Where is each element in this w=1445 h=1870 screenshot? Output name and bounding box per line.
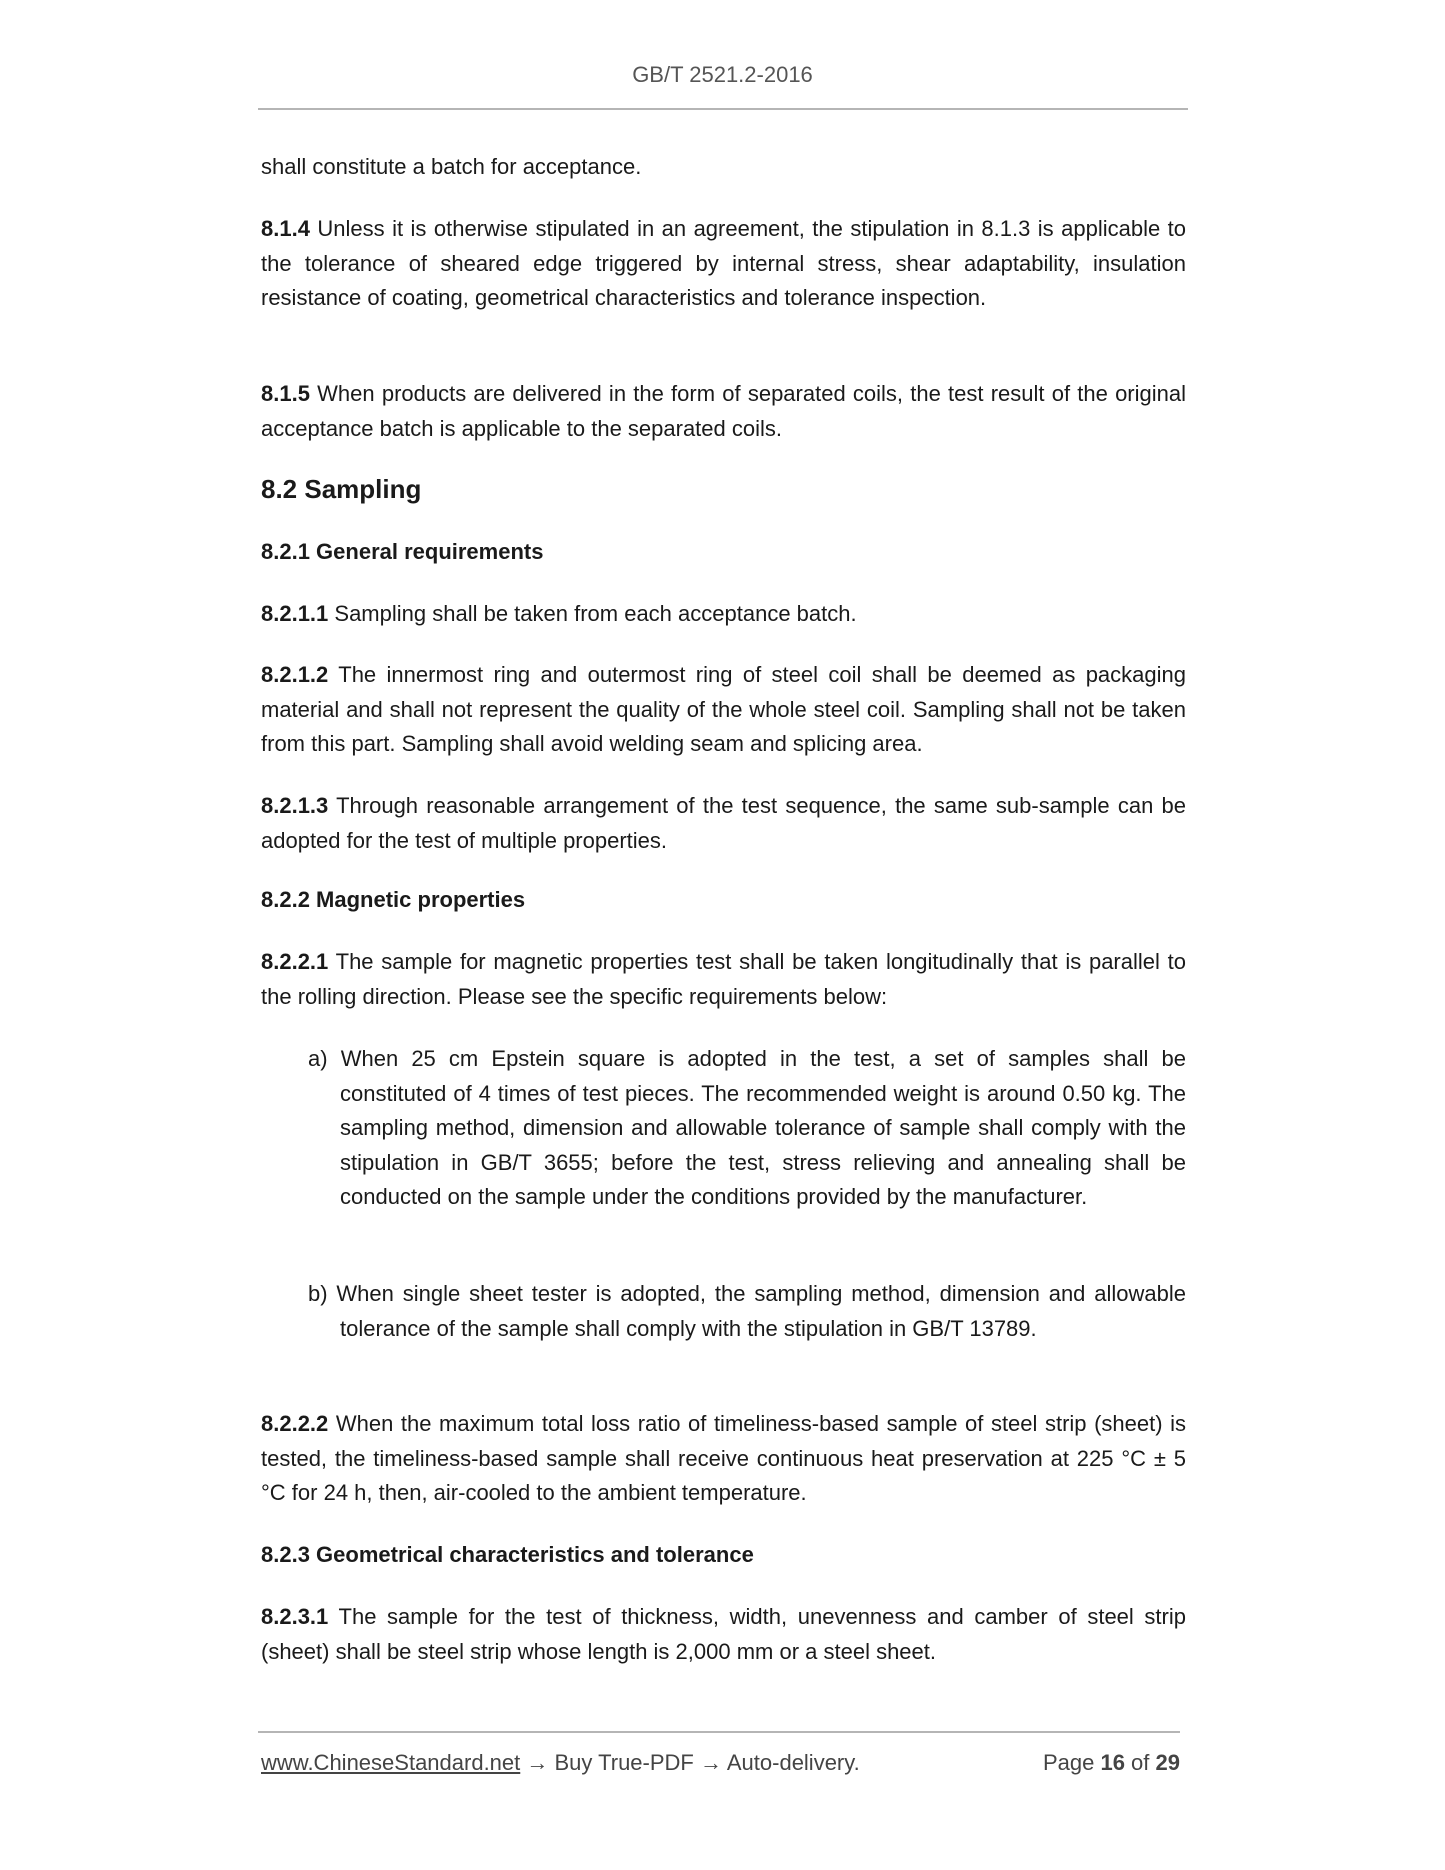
clause-number: 8.2.2.2 <box>261 1411 329 1436</box>
page-number <box>1043 1750 1180 1776</box>
clause-text: Sampling shall be taken from each acceptance batch. <box>328 601 857 626</box>
current-page: 16 <box>1100 1750 1125 1775</box>
clause-number: 8.2.1.1 <box>261 601 329 626</box>
list-item-a: a) When 25 cm Epstein square is adopted in the test, a set of samples shall be constituted of 4 times of test pieces. The recommended weight is around 0.50 kg. The sampling method, dimension and allowable tolerance of sample shall comply with the stipulation in GB/T 3655; before the test, stress relieving and annealing shall be conducted on the sample under the conditions provided by the manufacturer. <box>308 1046 1186 1210</box>
clause-number: 8.2.1.3 <box>261 793 329 818</box>
total-pages: 29 <box>1155 1750 1180 1775</box>
of-label: of <box>1124 1750 1156 1775</box>
header-divider <box>258 108 1188 110</box>
subsection-heading-8-2-2: 8.2.2 Magnetic properties <box>261 887 526 912</box>
clause-text: Through reasonable arrangement of the test sequence, the same sub-sample can be adopted for the test of multiple properties. <box>261 793 1186 853</box>
clause-number: 8.2.3.1 <box>261 1604 329 1629</box>
clause-8-2-2-2 <box>261 1407 1186 1511</box>
footer-note <box>261 1750 860 1776</box>
clause-8-2-1-2 <box>261 658 1186 762</box>
clause-8-1-4 <box>261 212 1186 316</box>
clause-text: Unless it is otherwise stipulated in an agreement, the stipulation in 8.1.3 is applicable to the tolerance of sheared edge triggered by internal stress, shear adaptability, insulation resistance of coating, geometrical characteristics and tolerance inspection. <box>261 216 1186 311</box>
document-header: GB/T 2521.2-2016 <box>632 62 813 87</box>
clause-8-2-3-1 <box>261 1600 1186 1669</box>
clause-number: 8.2.1.2 <box>261 662 329 687</box>
clause-text: The sample for the test of thickness, width, unevenness and camber of steel strip (sheet) shall be steel strip whose length is 2,000 mm or a steel sheet. <box>261 1604 1186 1664</box>
clause-8-1-5 <box>261 377 1186 446</box>
clause-text: When the maximum total loss ratio of timeliness-based sample of steel strip (sheet) is tested, the timeliness-based sample shall receive continuous heat preservation at 225 °C ± 5 °C for 24 h, then, air-cooled to the ambient temperature. <box>261 1411 1186 1506</box>
clause-8-2-1-1 <box>261 597 1186 632</box>
website-link[interactable]: www.ChineseStandard.net <box>261 1750 521 1775</box>
section-heading-8-2: 8.2 Sampling <box>261 474 422 504</box>
subsection-heading-8-2-1: 8.2.1 General requirements <box>261 539 544 564</box>
page-label: Page <box>1042 1750 1101 1775</box>
clause-8-2-1-3 <box>261 789 1186 858</box>
clause-number: 8.2.2.1 <box>261 949 329 974</box>
clause-8-2-2-1 <box>261 945 1186 1014</box>
clause-number: 8.1.5 <box>261 381 310 406</box>
footer-tail: → Buy True-PDF → Auto-delivery. <box>520 1750 860 1775</box>
page-footer <box>261 1750 1180 1776</box>
clause-text: When products are delivered in the form of separated coils, the test result of the original acceptance batch is applicable to the separated coils. <box>261 381 1186 441</box>
clause-text: The innermost ring and outermost ring of steel coil shall be deemed as packaging material and shall not represent the quality of the whole steel coil. Sampling shall not be taken from this part. Sampling shall avoid welding seam and splicing area. <box>261 662 1186 757</box>
clause-number: 8.1.4 <box>261 216 310 241</box>
footer-divider <box>258 1731 1180 1733</box>
paragraph-continuation: shall constitute a batch for acceptance. <box>261 154 642 179</box>
list-item-b: b) When single sheet tester is adopted, the sampling method, dimension and allowable tolerance of the sample shall comply with the stipulation in GB/T 13789. <box>308 1281 1186 1341</box>
clause-text: The sample for magnetic properties test shall be taken longitudinally that is parallel to the rolling direction. Please see the specific requirements below: <box>261 949 1186 1009</box>
subsection-heading-8-2-3: 8.2.3 Geometrical characteristics and tolerance <box>261 1542 754 1567</box>
